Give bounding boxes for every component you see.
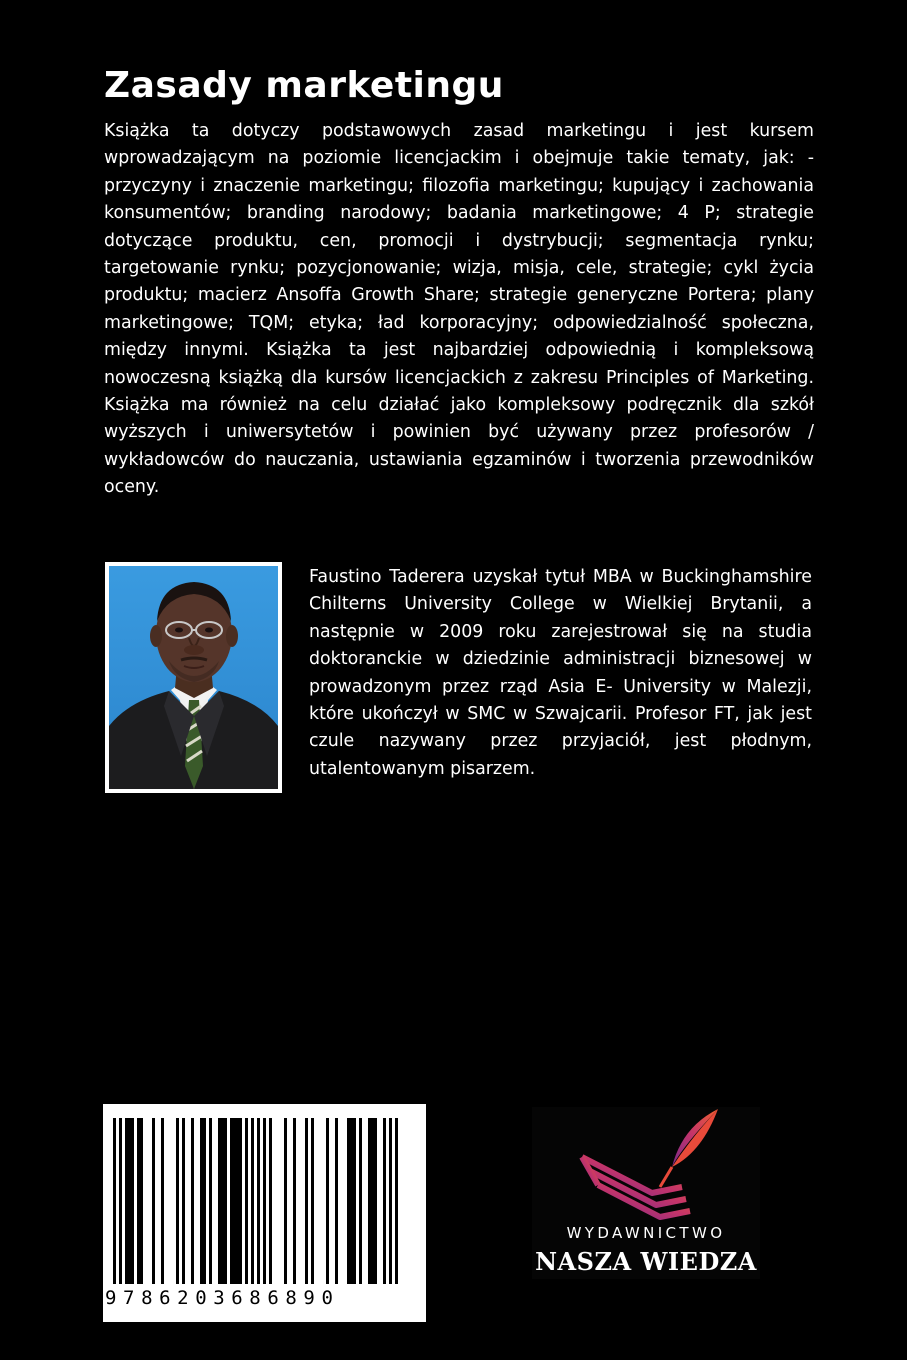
barcode-bar	[182, 1118, 185, 1284]
isbn-barcode	[103, 1104, 426, 1322]
publisher-logo	[532, 1107, 760, 1279]
barcode-bar	[305, 1118, 308, 1284]
barcode-bar	[374, 1118, 377, 1284]
barcode-bar	[125, 1118, 128, 1284]
barcode-bar	[353, 1118, 356, 1284]
barcode-bar	[383, 1118, 386, 1284]
barcode-bar	[395, 1118, 398, 1284]
barcode-bar	[140, 1118, 143, 1284]
isbn-number: 9786203686890	[105, 1287, 340, 1309]
barcode-bar	[200, 1118, 203, 1284]
author-bio: Faustino Taderera uzyskał tytuł MBA w Buckinghamshire Chilterns University College w Wielkiej Brytanii, a następnie w 2009 roku zarejestrował się na studia doktoranckie w dziedzinie administracji biznesowej w prowadzonym przez rząd Asia E- University w Malezji, które ukończył w SMC w Szwajcarii. Profesor FT, jak jest czule nazywany przez przyjaciół, jest płodnym, utalentowanym pisarzem.	[309, 567, 812, 779]
publisher-name: NASZA WIEDZA	[535, 1247, 757, 1276]
barcode-bar	[224, 1118, 227, 1284]
barcode-bar	[119, 1118, 122, 1284]
barcode-bar	[311, 1118, 314, 1284]
barcode-bar	[335, 1118, 338, 1284]
author-portrait-image	[109, 566, 278, 789]
book-description: Książka ta dotyczy podstawowych zasad marketingu i jest kursem wprowadzającym na poziomie licencjackim i obejmuje takie tematy, jak: - przyczyny i znaczenie marketingu; filozofia marketingu; kupujący i zachowania konsumentów; branding narodowy; badania marketingowe; 4 P; strategie dotyczące produktu, cen, promocji i dystrybucji; segmentacja rynku; targetowanie rynku; pozycjonowanie; wizja, misja, cele, strategie; cykl życia produktu; macierz Ansoffa Growth Share; strategie generyczne Portera; plany marketingowe; TQM; etyka; ład korporacyjny; odpowiedzialność społeczna, między innymi. Książka ta jest najbardziej odpowiednią i kompleksową nowoczesną książką dla kursów licencjackich z zakresu Principles of Marketing. Książka ma również na celu działać jako kompleksowy podręcznik dla szkół wyższych i uniwersytetów i powinien być używany przez profesorów / wykładowców do nauczania, ustawiania egzaminów i tworzenia przewodników oceny.	[104, 121, 814, 498]
barcode-bar	[368, 1118, 371, 1284]
barcode-bar	[236, 1118, 239, 1284]
barcode-bar	[221, 1118, 224, 1284]
barcode-bar	[293, 1118, 296, 1284]
author-photo	[105, 562, 282, 793]
barcode-bar	[284, 1118, 287, 1284]
barcode-bar	[191, 1118, 194, 1284]
barcode-bar	[176, 1118, 179, 1284]
barcode-bar	[203, 1118, 206, 1284]
barcode-bar	[218, 1118, 221, 1284]
barcode-bar	[347, 1118, 350, 1284]
barcode-bar	[245, 1118, 248, 1284]
barcode-bar	[257, 1118, 260, 1284]
barcode-bar	[152, 1118, 155, 1284]
barcode-bar	[251, 1118, 254, 1284]
barcode-bar	[128, 1118, 131, 1284]
barcode-bar	[389, 1118, 392, 1284]
barcode-bar	[233, 1118, 236, 1284]
barcode-bar	[113, 1118, 116, 1284]
barcode-bar	[326, 1118, 329, 1284]
barcode-bar	[269, 1118, 272, 1284]
publisher-label: WYDAWNICTWO	[566, 1224, 726, 1242]
barcode-bar	[359, 1118, 362, 1284]
barcode-bar	[371, 1118, 374, 1284]
barcode-bar	[230, 1118, 233, 1284]
barcode-bar	[131, 1118, 134, 1284]
barcode-bar	[350, 1118, 353, 1284]
barcode-bar	[209, 1118, 212, 1284]
barcode-bar	[263, 1118, 266, 1284]
barcode-bar	[161, 1118, 164, 1284]
barcode-bar	[137, 1118, 140, 1284]
book-title: Zasady marketingu	[104, 65, 504, 106]
barcode-bar	[239, 1118, 242, 1284]
